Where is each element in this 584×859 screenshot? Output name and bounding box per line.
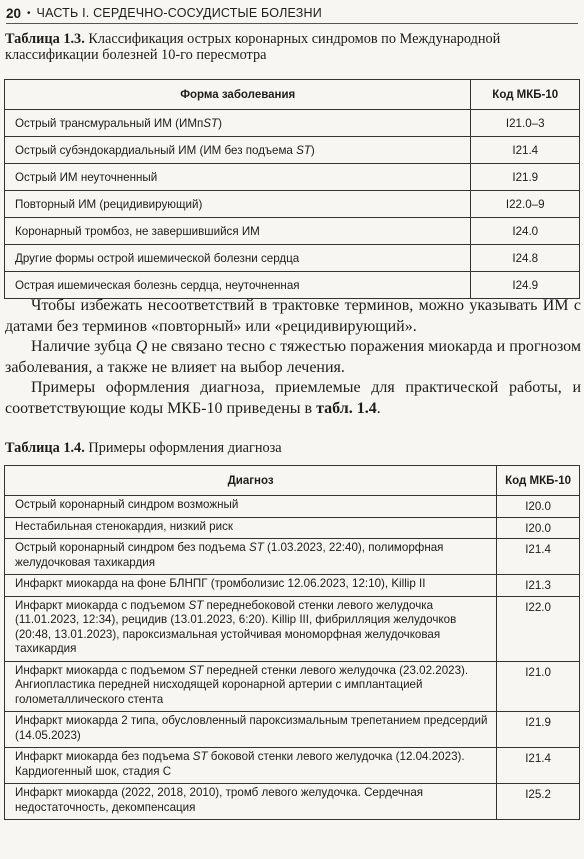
table-row [5, 539, 580, 575]
running-header [6, 3, 578, 24]
diagnosis-cell: Инфаркт миокарда без подъема ST боковой стенки левого желудочка (12.04.2023). Кардиогенный шок, стадия С [5, 748, 497, 784]
code-cell: I22.0 [497, 596, 580, 661]
table-1-4-label: Таблица 1.4. [5, 440, 85, 456]
table-1-4 [4, 465, 580, 820]
column-header-diagnosis: Диагноз [5, 466, 497, 496]
table-row [5, 245, 580, 272]
diagnosis-cell: Острый коронарный синдром без подъема ST (1.03.2023, 22:40), полиморфная желудочковая тахикардия [5, 539, 497, 575]
paragraph-text: не связано тесно с тяжестью поражения миокарда и прогнозом заболевания, а также не влияет на выбор лечения. [5, 338, 581, 376]
code-cell: I20.0 [497, 496, 580, 518]
diagnosis-cell: Инфаркт миокарда на фоне БЛНПГ (тромболизис 12.06.2023, 12:10), Killip II [5, 575, 497, 597]
disease-cell: Острый субэндокардиальный ИМ (ИМ без подъема ST) [5, 137, 471, 164]
diagnosis-cell: Инфаркт миокарда с подъемом ST передней стенки левого желудочка (23.02.2023). Ангиопластика передней нисходящей коронарной артерии с имплантацией голометаллического стента [5, 661, 497, 712]
disease-cell: Другие формы острой ишемической болезни сердца [5, 245, 471, 272]
code-cell: I24.0 [471, 218, 580, 245]
column-header-disease: Форма заболевания [5, 80, 471, 110]
disease-cell: Повторный ИМ (рецидивирующий) [5, 191, 471, 218]
table-1-3-caption [5, 31, 581, 63]
code-cell: I22.0–9 [471, 191, 580, 218]
code-cell: I21.0–3 [471, 110, 580, 137]
table-row [5, 661, 580, 712]
table-row [5, 496, 580, 518]
paragraph-text: . [376, 399, 381, 417]
code-cell: I24.9 [471, 272, 580, 299]
bullet: • [27, 7, 31, 19]
diagnosis-cell: Нестабильная стенокардия, низкий риск [5, 517, 497, 539]
paragraph-text: Примеры оформления диагноза, приемлемые для практической работы, и соответствующие коды МКБ-10 приведены в [5, 379, 581, 417]
table-row [5, 218, 580, 245]
disease-cell: Острый ИМ неуточненный [5, 164, 471, 191]
code-cell: I21.0 [497, 661, 580, 712]
paragraph [5, 378, 581, 419]
code-cell: I21.9 [497, 712, 580, 748]
paragraph [5, 337, 581, 378]
code-cell: I21.4 [497, 748, 580, 784]
diagnosis-cell: Инфаркт миокарда 2 типа, обусловленный пароксизмальным трепетанием предсердий (14.05.2023) [5, 712, 497, 748]
code-cell: I21.4 [497, 539, 580, 575]
table-row [5, 517, 580, 539]
table-1-4-title: Примеры оформления диагноза [84, 440, 282, 456]
paragraph-text: Наличие зубца [31, 338, 136, 355]
code-cell: I24.8 [471, 245, 580, 272]
diagnosis-cell: Инфаркт миокарда с подъемом ST переднебоковой стенки левого желудочка (11.01.2023, 12:34), рецидив (13.01.2023, 6:20). Killip III, фибрилляция желудочков (20:48, 13.01.2023), пароксизмальная устойчивая мономорфная желудочковая тахикардия [5, 596, 497, 661]
disease-cell: Острая ишемическая болезнь сердца, неуточненная [5, 272, 471, 299]
code-cell: I20.0 [497, 517, 580, 539]
table-row [5, 784, 580, 820]
code-cell: I25.2 [497, 784, 580, 820]
table-row [5, 164, 580, 191]
table-row [5, 272, 580, 299]
body-text [5, 296, 581, 419]
disease-cell: Коронарный тромбоз, не завершившийся ИМ [5, 218, 471, 245]
code-cell: I21.4 [471, 137, 580, 164]
disease-cell: Острый трансмуральный ИМ (ИМпST) [5, 110, 471, 137]
table-row [5, 712, 580, 748]
table-header-row [5, 80, 580, 110]
paragraph: Чтобы избежать несоответствий в трактовке терминов, можно указывать ИМ с датами без терминов «повторный» или «рецидивирующий». [5, 297, 581, 335]
table-row [5, 596, 580, 661]
table-row [5, 110, 580, 137]
table-reference: табл. 1.4 [316, 399, 377, 417]
table-row [5, 748, 580, 784]
column-header-code: Код МКБ-10 [497, 466, 580, 496]
diagnosis-cell: Инфаркт миокарда (2022, 2018, 2010), тромб левого желудочка. Сердечная недостаточность, декомпенсация [5, 784, 497, 820]
table-1-3-label: Таблица 1.3. [5, 31, 85, 47]
code-cell: I21.3 [497, 575, 580, 597]
table-row [5, 191, 580, 218]
table-1-3 [4, 79, 580, 299]
running-title: ЧАСТЬ I. СЕРДЕЧНО-СОСУДИСТЫЕ БОЛЕЗНИ [36, 6, 322, 20]
table-1-3-title: Классификация острых коронарных синдромов по Международной классификации болезней 10-го пересмотра [5, 31, 501, 63]
table-row [5, 575, 580, 597]
table-header-row [5, 466, 580, 496]
column-header-code: Код МКБ-10 [471, 80, 580, 110]
page-number: 20 [6, 5, 22, 21]
table-row [5, 137, 580, 164]
q-wave-symbol: Q [135, 338, 148, 355]
code-cell: I21.9 [471, 164, 580, 191]
table-1-4-caption [5, 440, 581, 456]
diagnosis-cell: Острый коронарный синдром возможный [5, 496, 497, 518]
